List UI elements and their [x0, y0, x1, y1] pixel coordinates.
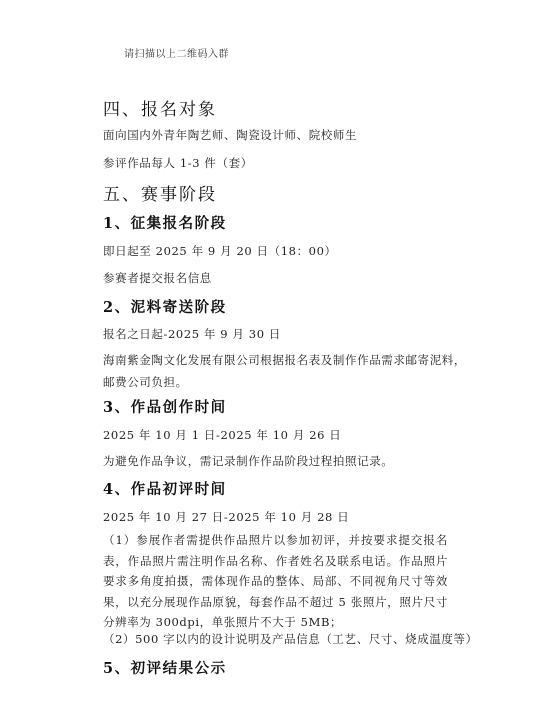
section4-eligibility-line: 面向国内外青年陶艺师、陶瓷设计师、院校师生	[103, 128, 358, 142]
qr-caption: 请扫描以上二维码入群	[124, 49, 229, 60]
stage2-desc-line1: 海南紫金陶文化发展有限公司根据报名表及制作作品需求邮寄泥料，	[103, 353, 466, 367]
stage1-date: 即日起至 2025 年 9 月 20 日（18：00）	[103, 244, 337, 258]
stage3-date: 2025 年 10 月 1 日-2025 年 10 月 26 日	[103, 428, 342, 442]
stage2-desc-line2: 邮费公司负担。	[103, 375, 188, 389]
stage2-date: 报名之日起-2025 年 9 月 30 日	[103, 327, 281, 341]
stage5-title: 5、初评结果公示	[103, 660, 227, 677]
section4-entry-limit-line: 参评作品每人 1-3 件（套）	[103, 156, 253, 170]
stage4-title: 4、作品初评时间	[103, 481, 227, 498]
stage2-title: 2、泥料寄送阶段	[103, 299, 227, 316]
stage1-title: 1、征集报名阶段	[103, 215, 227, 232]
stage4-item1-paragraph: （1）参展作者需提供作品照片以参加初评，并按要求提交报名表，作品照片需注明作品名称、作者姓名及联系电话。作品照片要求多角度拍摄，需体现作品的整体、局部、不同视角尺寸等效果，以充分展现作品原貌，每套作品不超过 5 张照片，照片尺寸分辨率为 300dpi，单张照片不大于 5MB；	[103, 533, 448, 629]
stage1-desc: 参赛者提交报名信息	[103, 271, 212, 285]
section4-heading: 四、报名对象	[103, 100, 217, 120]
stage4-item2-paragraph: （2）500 字以内的设计说明及产品信息（工艺、尺寸、烧成温度等）	[103, 632, 478, 646]
stage3-desc: 为避免作品争议，需记录制作作品阶段过程拍照记录。	[103, 454, 394, 468]
section5-heading: 五、赛事阶段	[103, 185, 217, 205]
stage4-date: 2025 年 10 月 27 日-2025 年 10 月 28 日	[103, 510, 350, 524]
stage3-title: 3、作品创作时间	[103, 399, 227, 416]
